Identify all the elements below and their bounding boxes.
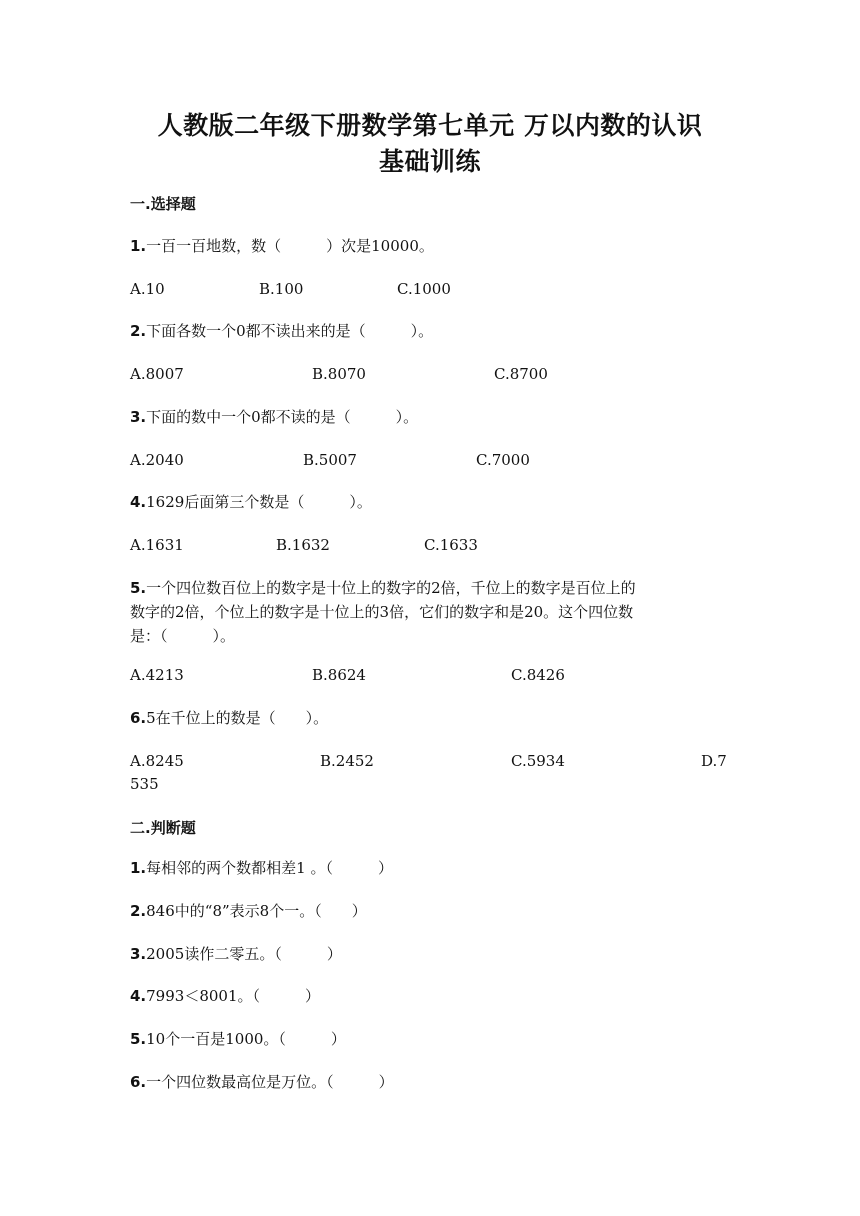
option-c: C.1633: [424, 536, 478, 554]
option-c: C.8426: [511, 666, 565, 684]
question-number: 3.: [130, 945, 147, 963]
page-title: 人教版二年级下册数学第七单元 万以内数的认识: [157, 111, 703, 140]
question-text: 一百一百地数，数（ ）次是10000。: [146, 237, 434, 255]
judgement-question-2: [130, 899, 367, 923]
question-number: 1.: [130, 237, 147, 255]
choice-question-6: [130, 706, 328, 730]
question-text: 5在千位上的数是（ ）。: [146, 709, 329, 727]
option-d-wrap: 535: [130, 775, 159, 793]
section-heading-choice: 一.选择题: [130, 195, 196, 213]
option-b: B.8070: [312, 365, 366, 383]
question-number: 4.: [130, 987, 147, 1005]
choice-question-2: [130, 319, 433, 343]
question-text: 一个四位数最高位是万位。（ ）: [146, 1073, 394, 1091]
choice-question-4: [130, 490, 372, 514]
judgement-question-1: [130, 856, 393, 880]
question-text: 下面各数一个0都不读出来的是（ ）。: [146, 322, 434, 340]
question-number: 6.: [130, 1073, 147, 1091]
option-b: B.2452: [320, 752, 374, 770]
question-number: 5.: [130, 1030, 147, 1048]
question-text: 846中的“8”表示8个一。（ ）: [146, 902, 367, 920]
question-text: 每相邻的两个数都相差1 。（ ）: [146, 859, 393, 877]
option-c: C.7000: [476, 451, 530, 469]
question-text-line-3: 是：（ ）。: [130, 627, 236, 645]
judgement-question-4: [130, 984, 320, 1008]
option-c: C.8700: [494, 365, 548, 383]
question-number: 6.: [130, 709, 147, 727]
question-text: 1629后面第三个数是（ ）。: [146, 493, 372, 511]
judgement-question-3: [130, 942, 342, 966]
question-text: 10个一百是1000。（ ）: [146, 1030, 346, 1048]
question-text: 7993＜8001。（ ）: [146, 987, 320, 1005]
option-a: A.1631: [130, 536, 184, 554]
choice-question-3: [130, 405, 418, 429]
option-b: B.1632: [276, 536, 330, 554]
question-number: 2.: [130, 902, 147, 920]
option-a: A.4213: [130, 666, 184, 684]
section-heading-judgement: 二.判断题: [130, 819, 196, 837]
question-text: 2005读作二零五。（ ）: [146, 945, 342, 963]
question-number: 4.: [130, 493, 147, 511]
question-text-line-1: 一个四位数百位上的数字是十位上的数字的2倍，千位上的数字是百位上的: [146, 579, 636, 597]
choice-question-5: [130, 576, 636, 600]
question-number: 2.: [130, 322, 147, 340]
question-number: 5.: [130, 579, 147, 597]
question-text: 下面的数中一个0都不读的是（ ）。: [146, 408, 419, 426]
option-a: A.10: [130, 280, 165, 298]
option-b: B.8624: [312, 666, 366, 684]
option-d: D.7: [701, 752, 727, 770]
choice-question-1: [130, 234, 434, 258]
option-c: C.5934: [511, 752, 565, 770]
judgement-question-5: [130, 1027, 346, 1051]
question-number: 1.: [130, 859, 147, 877]
option-b: B.5007: [303, 451, 357, 469]
option-a: A.8007: [130, 365, 184, 383]
question-number: 3.: [130, 408, 147, 426]
option-a: A.8245: [130, 752, 184, 770]
option-a: A.2040: [130, 451, 184, 469]
option-b: B.100: [259, 280, 304, 298]
option-c: C.1000: [397, 280, 451, 298]
judgement-question-6: [130, 1070, 394, 1094]
page-subtitle: 基础训练: [378, 147, 481, 176]
question-text-line-2: 数字的2倍，个位上的数字是十位上的3倍，它们的数字和是20。这个四位数: [130, 603, 634, 621]
